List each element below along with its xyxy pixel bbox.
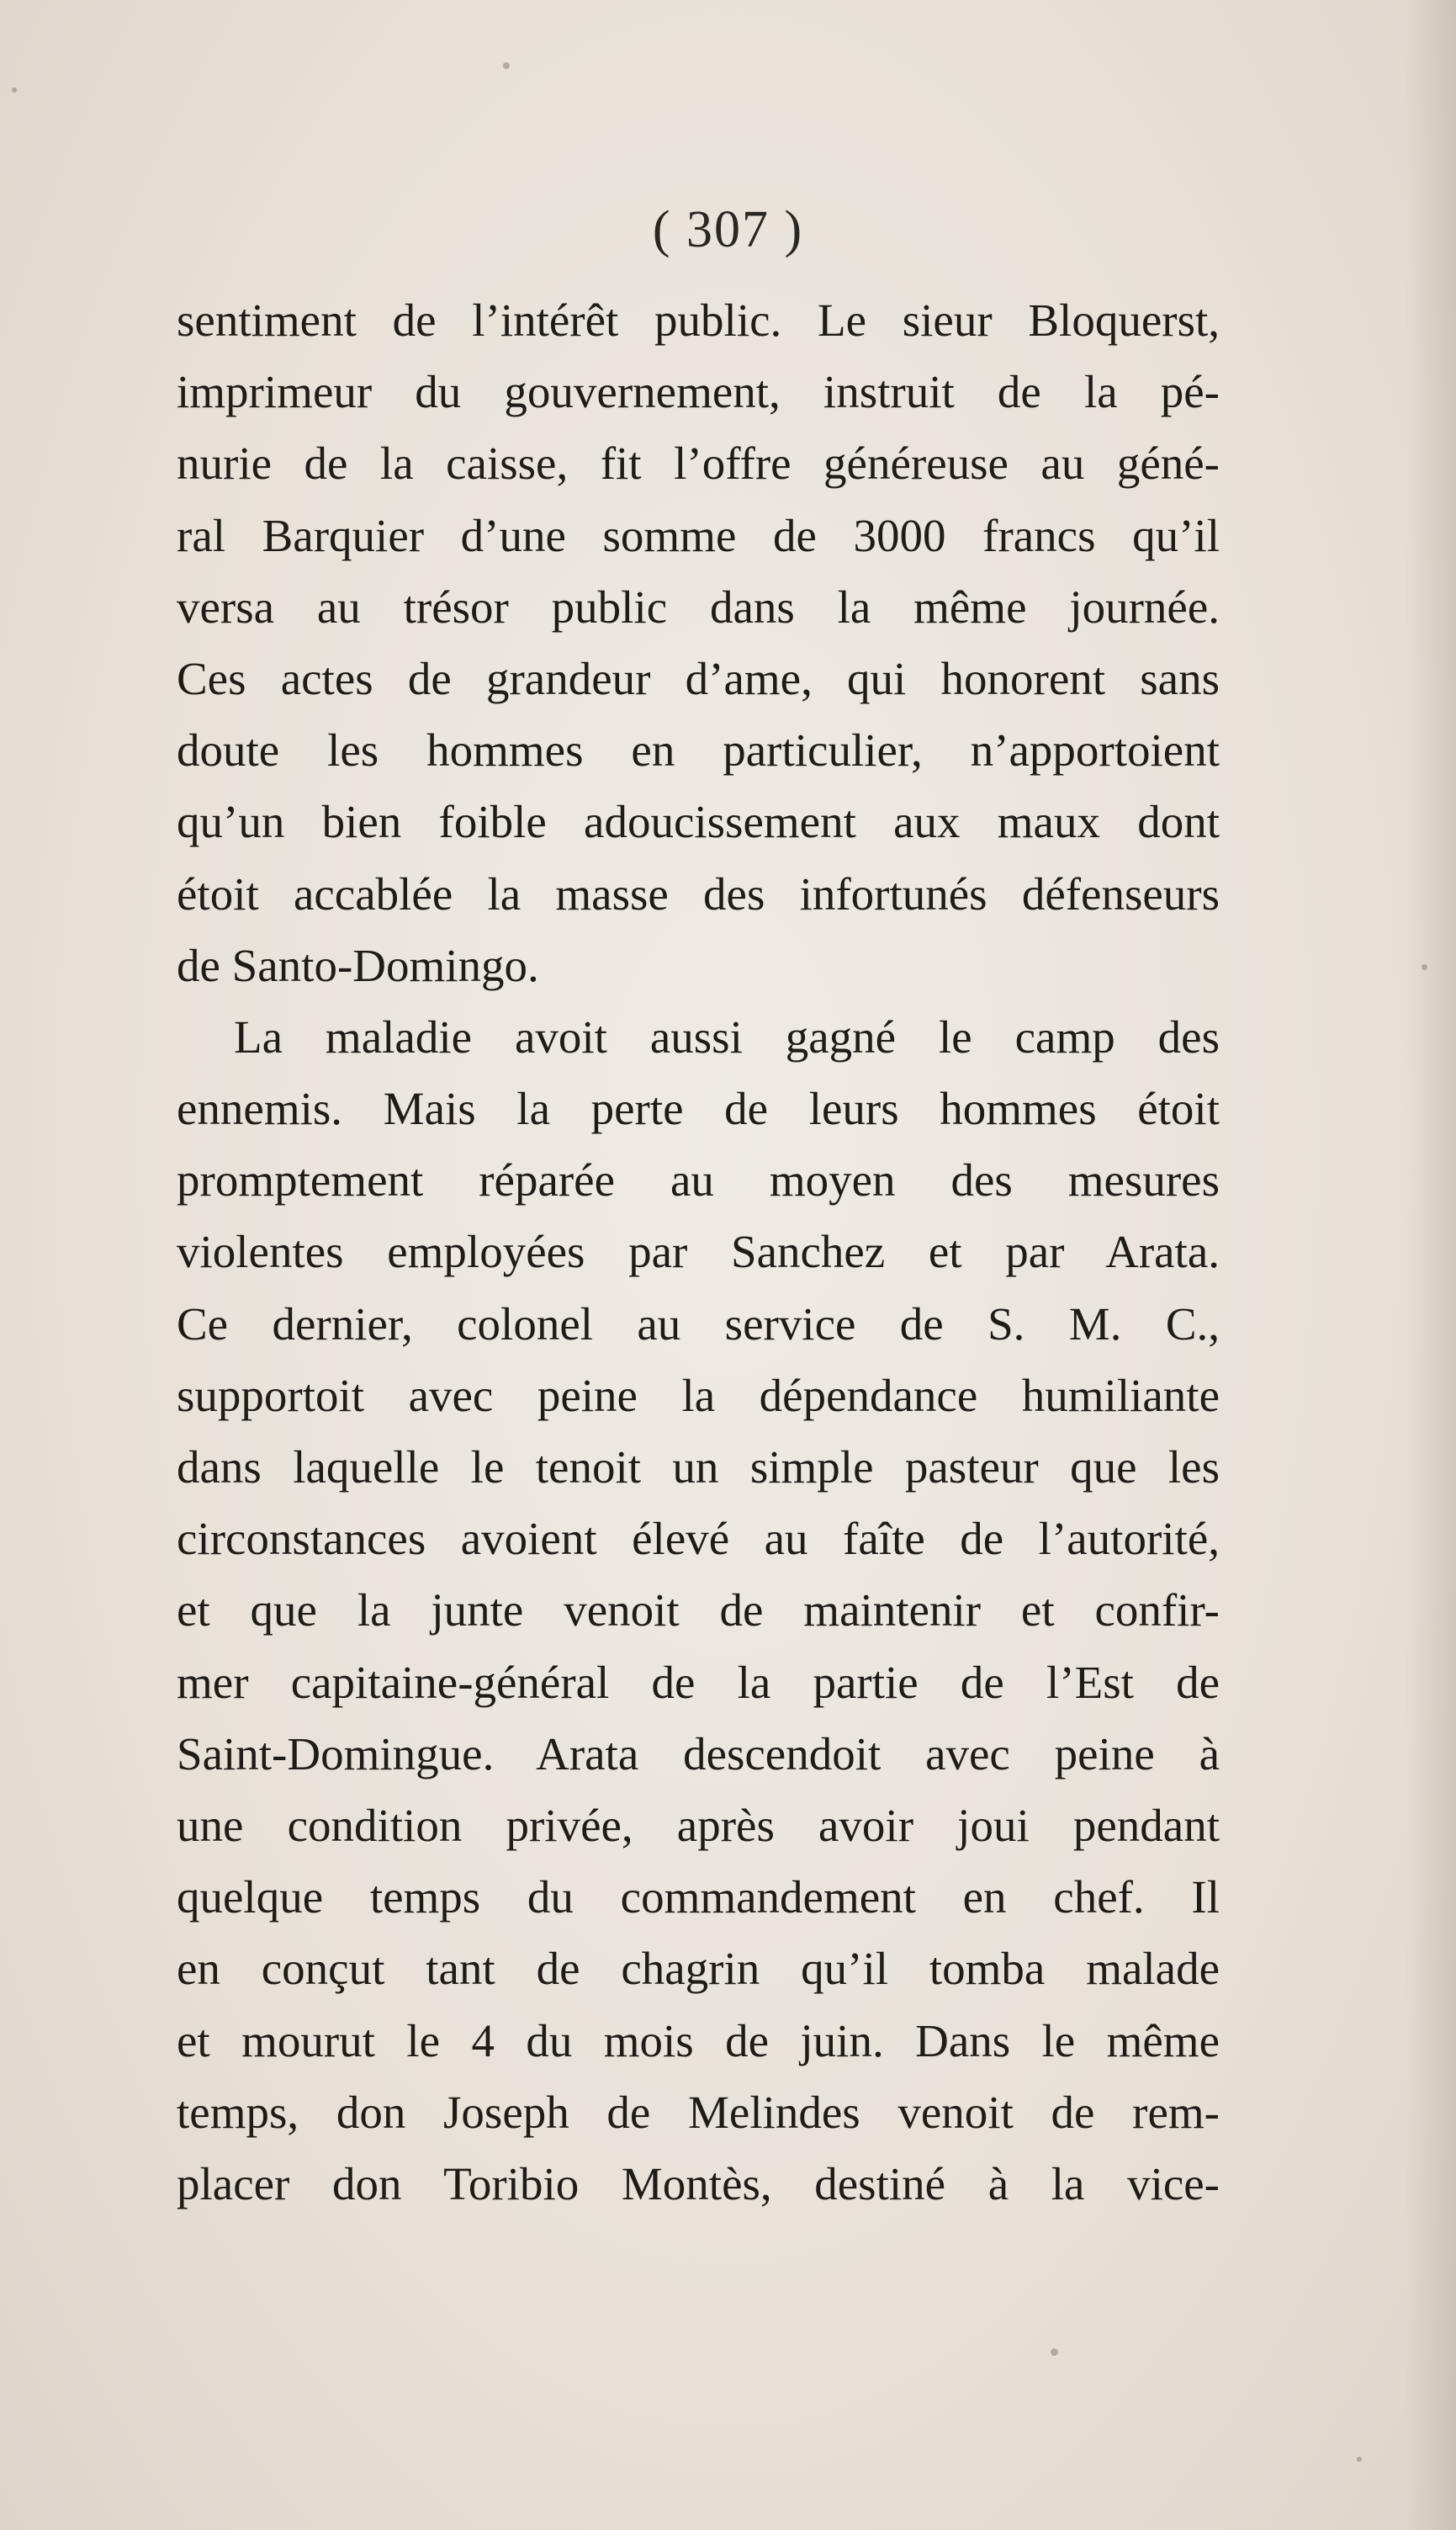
text-line: doute les hommes en particulier, n’apportoient — [177, 724, 1220, 777]
paper-speck — [1422, 964, 1427, 970]
page-number: ( 307 ) — [652, 201, 804, 258]
text-line: qu’un bien foible adoucissement aux maux dont — [177, 796, 1220, 848]
text-line: quelque temps du commandement en chef. Il — [177, 1871, 1220, 1923]
text-line: Ce dernier, colonel au service de S. M. C., — [177, 1297, 1220, 1350]
text-line: mer capitaine-général de la partie de l’Est de — [177, 1656, 1220, 1708]
text-line: une condition privée, après avoir joui pendant — [177, 1799, 1220, 1851]
text-line: et que la junte venoit de maintenir et confir- — [177, 1584, 1220, 1636]
text-line: étoit accablée la masse des infortunés défenseurs — [177, 867, 1220, 920]
text-line: Saint-Domingue. Arata descendoit avec peine à — [177, 1727, 1220, 1779]
text-line: supportoit avec peine la dépendance humiliante — [177, 1369, 1220, 1421]
paper-speck — [1051, 2348, 1058, 2356]
text-line: nurie de la caisse, fit l’offre généreuse au géné- — [177, 438, 1220, 490]
paragraph-start-line: La maladie avoit aussi gagné le camp des — [234, 1010, 1220, 1063]
paragraph-end-line: de Santo-Domingo. — [177, 939, 539, 991]
text-line: imprimeur du gouvernement, instruit de la pé- — [177, 366, 1220, 418]
text-line: ennemis. Mais la perte de leurs hommes étoit — [177, 1083, 1220, 1135]
paper-speck — [12, 88, 17, 93]
text-line: ral Barquier d’une somme de 3000 francs qu’il — [177, 509, 1220, 561]
text-line: et mourut le 4 du mois de juin. Dans le même — [177, 2014, 1220, 2066]
page-edge-shadow — [1406, 0, 1456, 2530]
text-line: circonstances avoient élevé au faîte de l’autorité, — [177, 1513, 1220, 1565]
text-line: versa au trésor public dans la même journée. — [177, 581, 1220, 633]
text-line: en conçut tant de chagrin qu’il tomba malade — [177, 1943, 1220, 1995]
text-line: promptement réparée au moyen des mesures — [177, 1154, 1220, 1207]
text-line: sentiment de l’intérêt public. Le sieur Bloquerst, — [177, 294, 1220, 346]
text-line: temps, don Joseph de Melindes venoit de rem- — [177, 2086, 1220, 2138]
text-line: placer don Toribio Montès, destiné à la vice- — [177, 2157, 1220, 2209]
text-line: violentes employées par Sanchez et par Arata. — [177, 1226, 1220, 1278]
text-line: dans laquelle le tenoit un simple pasteur que les — [177, 1441, 1220, 1493]
body-text — [177, 284, 1220, 2220]
paper-speck — [1357, 2457, 1362, 2462]
text-line: Ces actes de grandeur d’ame, qui honorent sans — [177, 652, 1220, 704]
paper-speck — [503, 62, 510, 69]
